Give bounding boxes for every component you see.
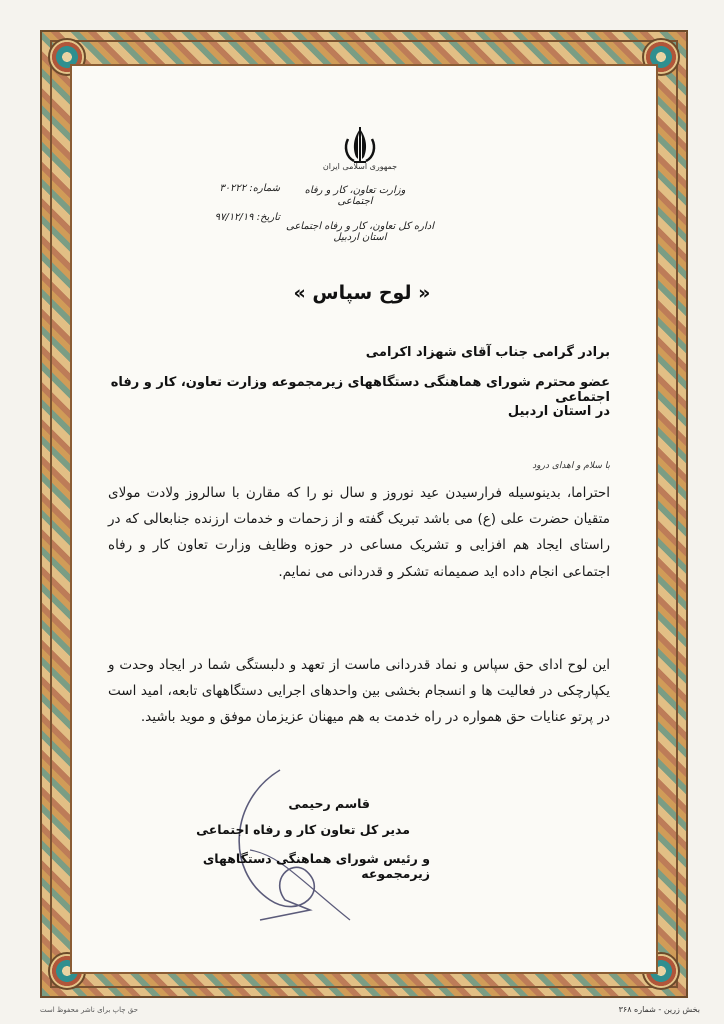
- emblem-caption: جمهوری اسلامی ایران: [322, 162, 398, 171]
- signatory-title: و رئیس شورای هماهنگی دستگاههای زیرمجموعه: [202, 851, 430, 881]
- signatory-title: مدیر کل تعاون کار و رفاه اجتماعی: [196, 822, 410, 837]
- page-title: « لوح سپاس »: [293, 282, 431, 304]
- ministry-name: وزارت تعاون، کار و رفاه اجتماعی: [304, 185, 406, 207]
- greeting: با سلام و اهدای درود: [532, 461, 610, 471]
- body-paragraph: این لوح ادای حق سپاس و نماد قدردانی ماست از تعهد و دلبستگی شما در ایجاد وحدت و یکپارچکی در فعالیت ها و انسجام بخشی بین واحدهای اجرایی دستگاههای تابعه، امید است در پرتو عنایات حق همواره در راه خدمت به هم میهنان عزیزمان موفق و موید باشید.: [108, 657, 610, 726]
- iran-emblem-icon: [340, 125, 380, 167]
- footer-copyright: حق چاپ برای ناشر محفوظ است: [40, 1006, 138, 1014]
- signatory-name: قاسم رحیمی: [288, 796, 370, 811]
- letter-date: تاریخ: ۹۷/۱۲/۱۹: [214, 212, 280, 223]
- footer-series: بخش زرین - شماره ۳۶۸: [618, 1005, 700, 1014]
- addressee-line: برادر گرامی جناب آقای شهزاد اکرامی: [365, 345, 610, 360]
- signature-scribble-icon: [210, 760, 380, 930]
- addressee-line: در استان اردبیل: [507, 404, 610, 419]
- addressee-line: عضو محترم شورای هماهنگی دستگاههای زیرمجموعه وزارت تعاون، کار و رفاه اجتماعی: [110, 375, 610, 405]
- office-name: اداره کل تعاون، کار و رفاه اجتماعی استان اردبیل: [285, 221, 434, 243]
- body-paragraph: احتراما، بدینوسیله فرارسیدن عید نوروز و سال نو را که مقارن با سالروز ولادت مولای متقیان حضرت علی (ع) می باشد تبریک گفته و از زحمات و خدمات ارزنده جنابعالی که در راستای ایجاد هم افزایی و تشریک مساعی در حوزه وظایف وزارت تعاون کار و رفاه اجتماعی انجام داده اید صمیمانه تشکر و قدردانی می نمایم.: [108, 485, 610, 580]
- letter-number: شماره: ۳۰۲۲۲: [219, 183, 280, 194]
